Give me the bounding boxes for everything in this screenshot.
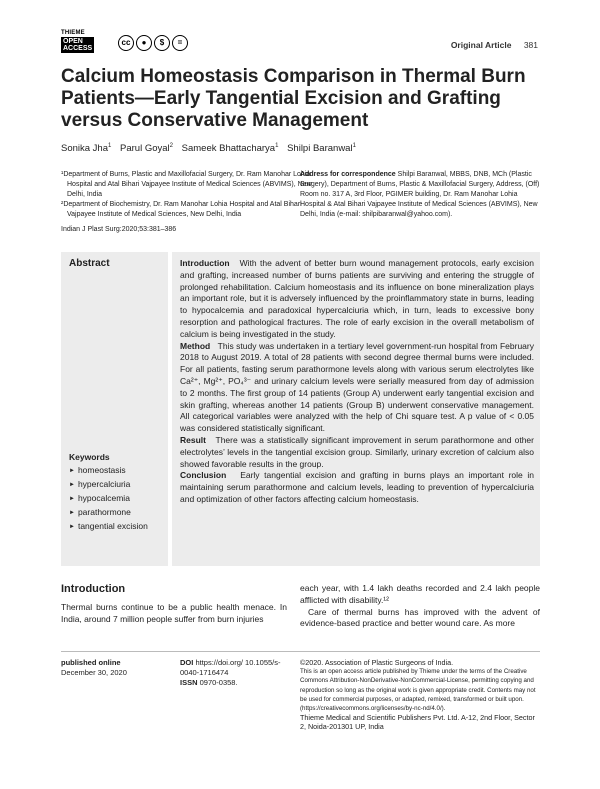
keywords-heading: Keywords [69, 452, 110, 462]
doi-line: DOI https://doi.org/ 10.1055/s-0040-1716474 [180, 658, 281, 677]
doi-info [180, 658, 290, 688]
logo-line2: ACCESS [63, 45, 93, 52]
introduction-col2-p2: Care of thermal burns has improved with the advent of evidence-based practice and better wound care. As more [300, 606, 540, 629]
introduction-col2 [300, 583, 540, 630]
thieme-open-access-logo [61, 30, 97, 51]
introduction-col1: Thermal burns continue to be a public health menace. In India, around 7 million people suffer from burn injuries [61, 602, 287, 624]
by-icon: ● [136, 35, 152, 51]
publisher-address: Thieme Medical and Scientific Publishers Pvt. Ltd. A-12, 2nd Floor, Sector 2, Noida-201301 UP, India [300, 713, 535, 732]
creative-commons-icons [118, 35, 188, 51]
abstract-introduction: Introduction With the advent of better burn wound management protocols, early excision and grafting, increased number of burns patients are surviving and entering the struggle of prolonged rehabilitation. Calcium homeostasis and its influence on bone mineralization plays an important role, but it is adversely influenced by the proinflammatory state in burns, leading to hypocalcemia and paradoxical hypercalciuria which, in turn, leads to excessive bony resorption and pathological fractures. The role of early excision in the overall metabolism of calcium is being investigated in the study. [180, 258, 534, 339]
published-date: December 30, 2020 [61, 668, 127, 677]
keyword-item: ► homeostasis [69, 464, 169, 478]
copyright: ©2020. Association of Plastic Surgeons of India. [300, 658, 454, 667]
cc-icon: cc [118, 35, 134, 51]
keyword-item: ► hypercalciuria [69, 478, 169, 492]
keyword-item: ► tangential excision [69, 520, 169, 534]
logo-top-text: THIEME [61, 30, 85, 36]
keyword-item: ► parathormone [69, 506, 169, 520]
issn-line: ISSN 0970-0358. [180, 678, 238, 687]
article-type: Original Article [450, 40, 512, 50]
author: Sonika Jha$^1$ [61, 143, 112, 155]
correspondence-label: Address for correspondence [300, 171, 396, 178]
nd-icon: = [172, 35, 188, 51]
copyright-info [300, 658, 540, 732]
abstract-heading: Abstract [69, 258, 110, 269]
affiliations [61, 170, 321, 220]
author-list [61, 143, 356, 154]
published-label: published online [61, 658, 121, 667]
logo-box [61, 37, 94, 53]
citation: Indian J Plast Surg:2020;53:381–386 [61, 226, 177, 233]
doi-link[interactable]: https://doi.org/ 10.1055/s-0040-1716474 [180, 658, 281, 677]
affiliation-1: ¹Department of Burns, Plastic and Maxillofacial Surgery, Dr. Ram Manohar Lohia Hospital and Atal Bihari Vajpayee Institute of Medical Sciences (ABVIMS), New Delhi, India [61, 171, 312, 198]
keyword-item: ► hypocalcemia [69, 492, 169, 506]
abstract-conclusion: Conclusion Early tangential excision and grafting in burns plays an important role in maintaining serum parathormone and calcium levels, leading to prevention of hypercalciuria and optimization of other factors affecting calcium homeostasis. [180, 470, 534, 504]
author: Shilpi Baranwal$^1$ [287, 143, 356, 155]
introduction-heading: Introduction [61, 583, 126, 595]
correspondence-text: Shilpi Baranwal, MBBS, DNB, MCh (Plastic Surgery), Department of Burns, Plastic & Maxillofacial Surgery, Address, (Off) Room no. 317 A, 3rd Floor, PGIMER building, Dr. Ram Manohar Lohia Hospital & Atal Bihari Vajpayee Institute of Medical Sciences (ABVIMS), New Delhi, India (e-mail: shilpibaranwal@yahoo.com). [300, 171, 540, 218]
affiliation-2: ²Department of Biochemistry, Dr. Ram Manohar Lohia Hospital and Atal Bihari Vajpayee Institute of Medical Sciences, New Delhi, India [61, 201, 302, 218]
abstract-method: Method This study was undertaken in a tertiary level government-run hospital from February 2018 to August 2019. A total of 28 patients with second degree thermal burns were included. For all patients, fasting serum parathormone levels along with various serum electrolytes like Ca²⁺, Mg²⁺, PO₄³⁻ and urinary calcium levels were serially measured from day of admission to 2 months. The first group of 14 patients (Group A) underwent early tangential excision and skin grafting, whereas another 14 patients (Group B) underwent conservative management. All categorical variables were analyzed with the help of Chi square test. A p value of < 0.05 was considered statistically significant. [180, 340, 534, 434]
abstract-text [180, 258, 534, 506]
author: Sameek Bhattacharya$^1$ [181, 143, 279, 155]
running-header [451, 40, 538, 50]
nc-icon: $ [154, 35, 170, 51]
publication-info [61, 658, 171, 678]
abstract-result: Result There was a statistically significant improvement in serum parathormone and other electrolytes’ levels in the tangential excision group. Similarly, urinary excretion of calcium also showed favorable results in the group. [180, 434, 534, 469]
footer-divider [61, 651, 540, 652]
introduction-col2-p1: each year, with 1.4 lakh deaths recorded and 2.4 lakh people afflicted with disability.¹² [300, 583, 540, 605]
license-text: This is an open access article published by Thieme under the terms of the Creative Commons Attribution-NonDerivative-NonCommercial-License, permitting copying and reproduction so long as the original work is given appropriate credit. Contents may not be used for commercial purposes, or adapted, remixed, transformed or built upon. (https://creativecommons.org/licenses/by-nc-nd/4.0/). [300, 668, 536, 713]
logo-line1: OPEN [63, 38, 83, 45]
author: Parul Goyal$^2$ [120, 143, 173, 155]
article-title: Calcium Homeostasis Comparison in Thermal Burn Patients—Early Tangential Excision and Grafting versus Conservative Management [61, 66, 526, 131]
page-number: 381 [523, 40, 538, 50]
keywords [69, 451, 169, 534]
correspondence [300, 170, 540, 220]
